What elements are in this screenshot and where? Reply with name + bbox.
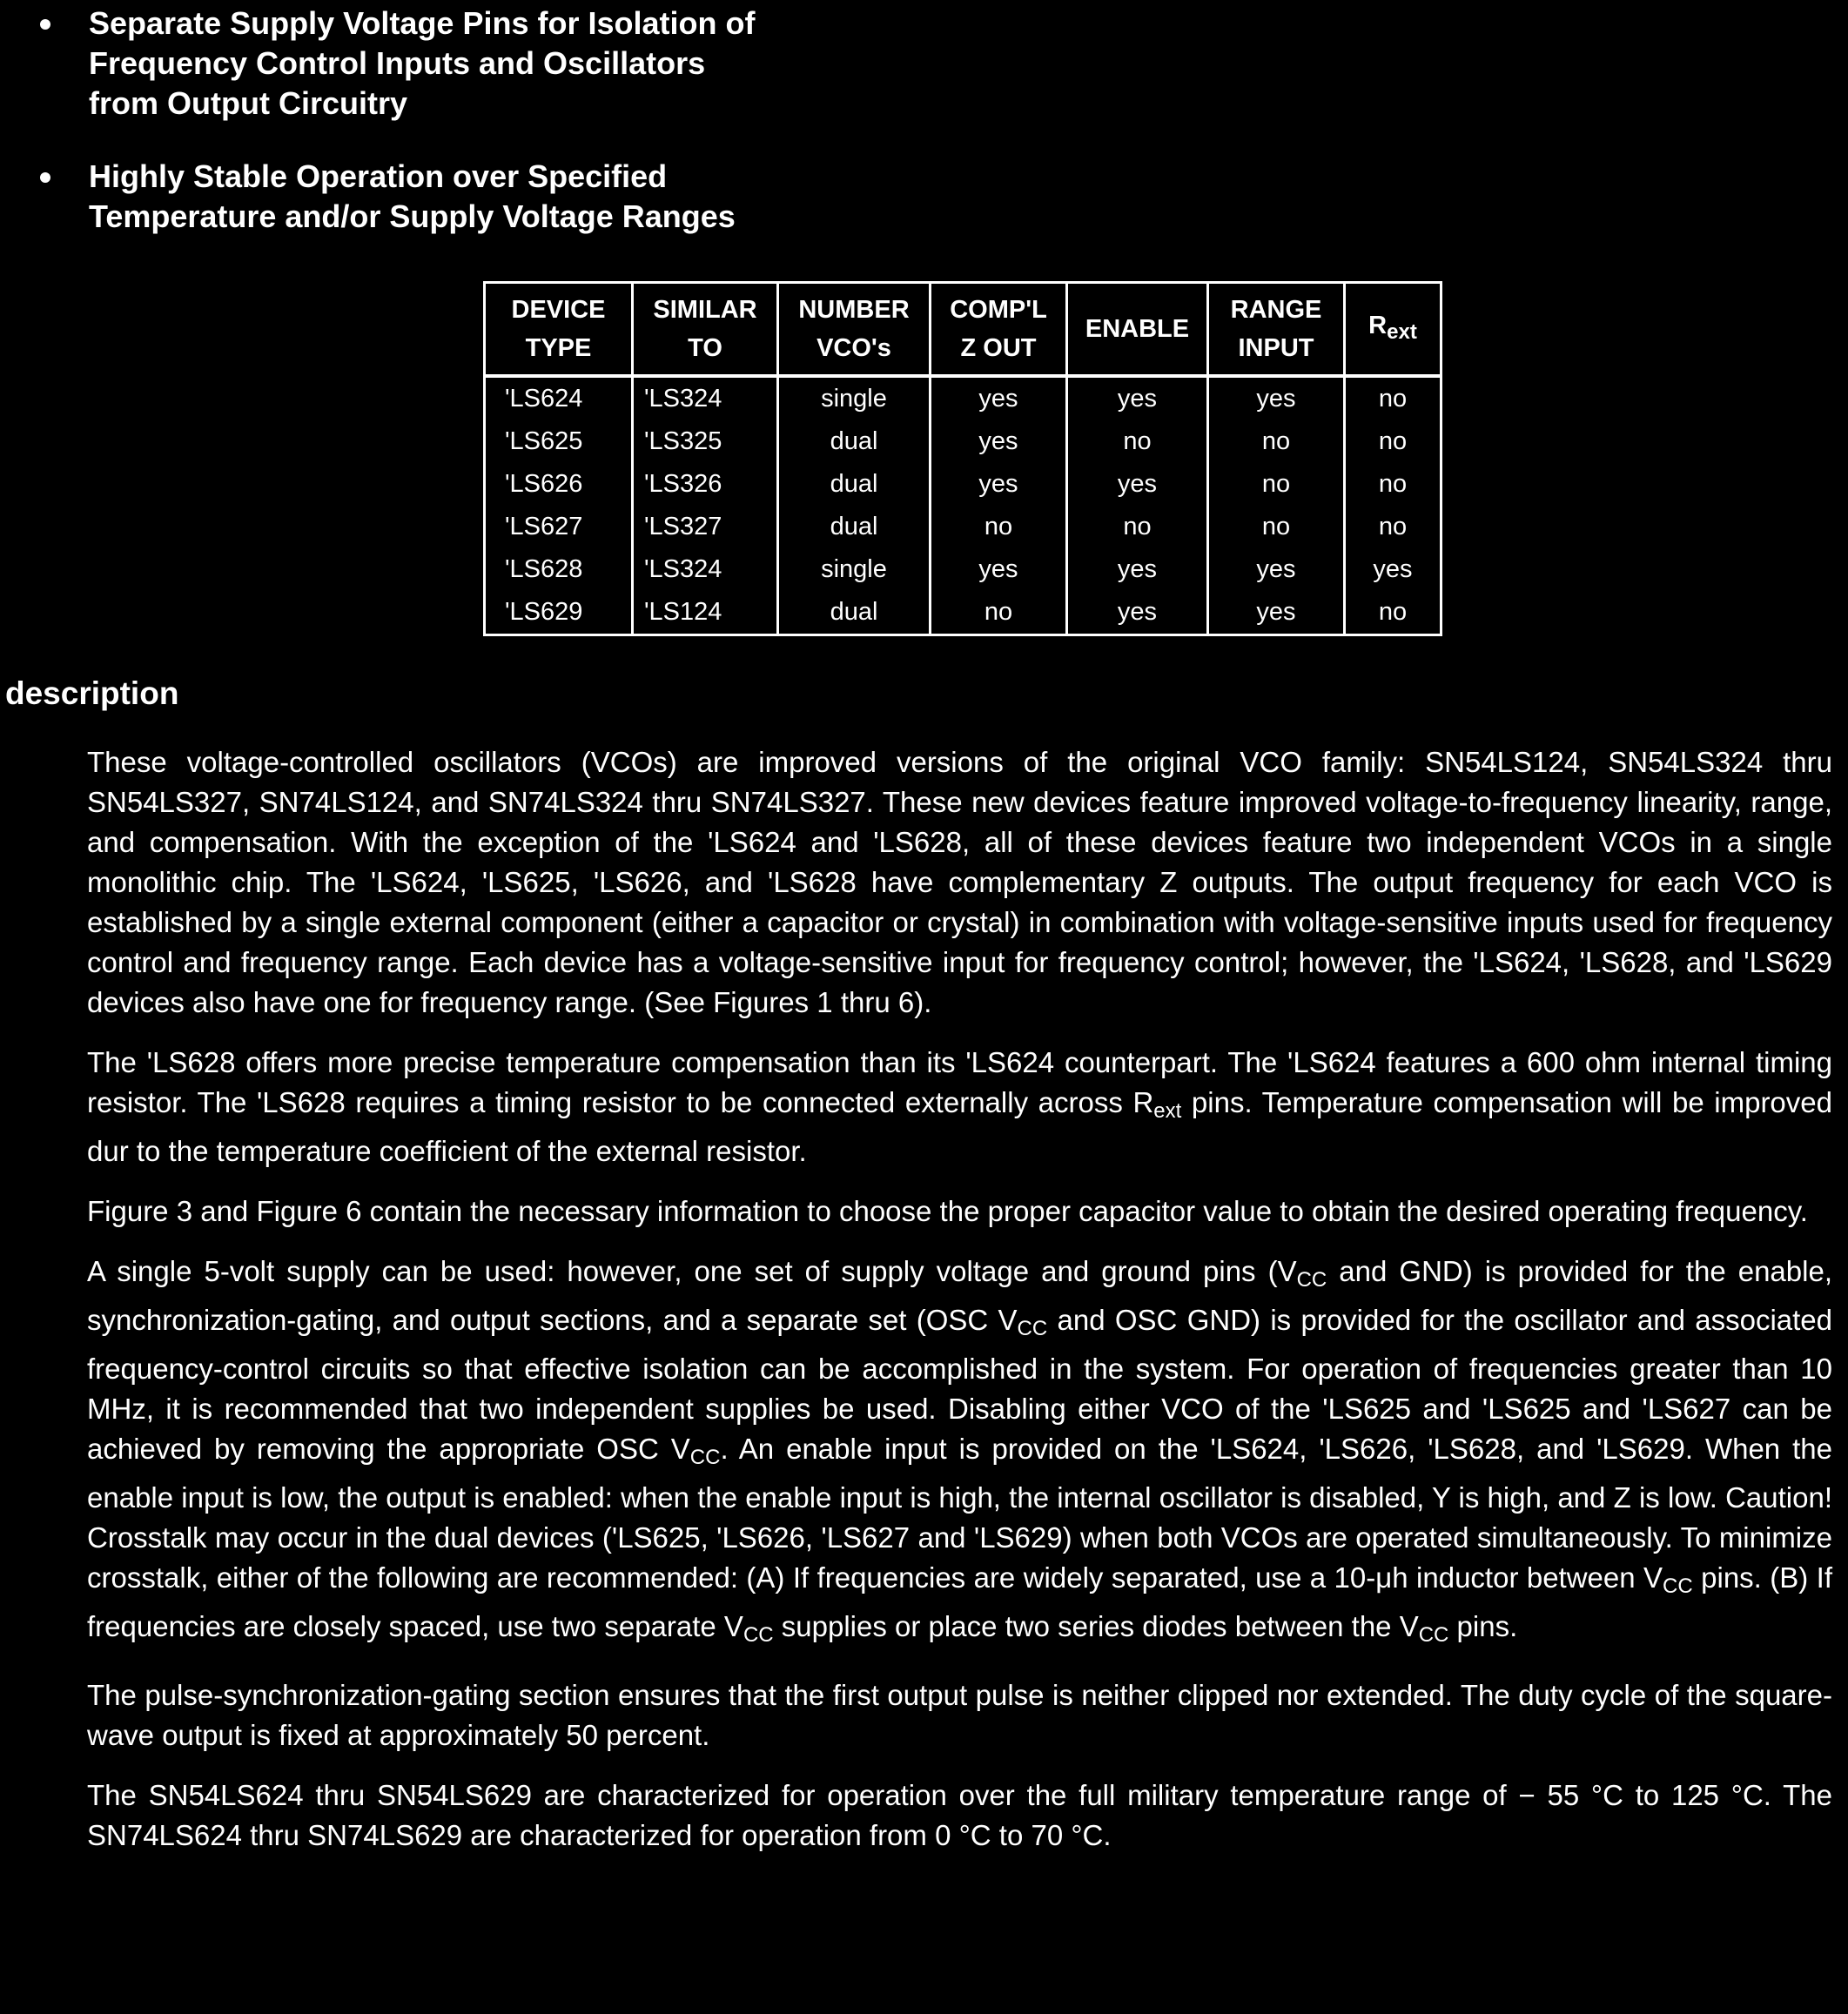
table-row: [485, 376, 1441, 420]
table-header-row: [485, 283, 1441, 377]
description-paragraph: [87, 1776, 1832, 1856]
enable-cell: yes: [1067, 591, 1208, 635]
device-type-cell: 'LS627: [485, 506, 633, 548]
paragraph-text: The pulse-synchronization-gating section ensures that the first output pulse is neither clipped nor extended. The duty cycle of the square-wave output is fixed at approximately 50 percent.: [87, 1679, 1832, 1751]
header-range-input: RANGE INPUT: [1208, 283, 1345, 377]
subscript: CC: [1418, 1623, 1449, 1647]
rext-cell: no: [1345, 506, 1441, 548]
paragraph-text: The 'LS628 offers more precise temperature compensation than its 'LS624 counterpart. The 'LS624 features a 600 ohm internal timing resistor. The 'LS628 requires a timing resistor to be connected externally across R: [87, 1046, 1832, 1118]
header-number-vcos: NUMBER VCO's: [778, 283, 931, 377]
similar-to-cell: 'LS326: [633, 463, 778, 506]
enable-cell: no: [1067, 420, 1208, 463]
subscript: CC: [1296, 1268, 1327, 1292]
paragraph-text: These voltage-controlled oscillators (VCOs) are improved versions of the original VCO family: SN54LS124, SN54LS324 thru SN54LS327, SN74LS124, and SN74LS324 thru SN74LS327. These new devices feature improved voltage-to-frequency linearity, range, and compensation. With the exception of the 'LS624 and 'LS628, all of these devices feature two independent VCOs in a single monolithic chip. The 'LS624, 'LS625, 'LS626, and 'LS628 have complementary Z outputs. The output frequency for each VCO is established by a single external component (either a capacitor or crystal) in combination with voltage-sensitive inputs used for frequency control and frequency range. Each device has a voltage-sensitive input for frequency control; however, the 'LS624, 'LS628, and 'LS629 devices also have one for frequency range. (See Figures 1 thru 6).: [87, 746, 1832, 1018]
bullet-dot-icon: [40, 19, 50, 30]
paragraph-text: and OSC GND) is provided for the oscillator and associated frequency-control circuits so that effective isolation can be accomplished in the system. For operation of frequencies greater than 10 MHz, it is recommended that two independent supplies be used. Disabling either VCO of the 'LS625 and 'LS625 and 'LS627 can be achieved by removing the appropriate OSC V: [87, 1304, 1832, 1465]
device-type-cell: 'LS629: [485, 591, 633, 635]
similar-to-cell: 'LS324: [633, 548, 778, 591]
rext-cell: no: [1345, 376, 1441, 420]
table-row: [485, 506, 1441, 548]
paragraph-text: . An enable input is provided on the 'LS624, 'LS626, 'LS628, and 'LS629. When the enable input is low, the output is enabled: when the enable input is high, the internal oscillator is disabled, Y is high, and Z is low. Caution! Crosstalk may occur in the dual devices ('LS625, 'LS626, 'LS627 and 'LS629) when both VCOs are operated simultaneously. To minimize crosstalk, either of the following are recommended: (A) If frequencies are widely separated, use a 10-μh inductor between V: [87, 1433, 1832, 1594]
table-row: [485, 591, 1441, 635]
similar-to-cell: 'LS327: [633, 506, 778, 548]
enable-cell: yes: [1067, 548, 1208, 591]
header-compl-z-out: COMP'L Z OUT: [931, 283, 1067, 377]
paragraph-text: supplies or place two series diodes between the V: [773, 1610, 1419, 1642]
description-paragraph: [87, 1252, 1832, 1655]
range-input-cell: no: [1208, 463, 1345, 506]
paragraph-text: Figure 3 and Figure 6 contain the necessary information to choose the proper capacitor value to obtain the desired operating frequency.: [87, 1195, 1808, 1227]
range-input-cell: yes: [1208, 548, 1345, 591]
rext-cell: yes: [1345, 548, 1441, 591]
paragraph-text: pins.: [1448, 1610, 1518, 1642]
subscript: ext: [1153, 1099, 1182, 1123]
feature-bullet: [35, 157, 905, 237]
paragraph-text: The SN54LS624 thru SN54LS629 are characterized for operation over the full military temperature range of − 55 °C to 125 °C. The SN74LS624 thru SN74LS629 are characterized for operation from 0 °C to 70 °C.: [87, 1779, 1832, 1851]
section-heading-description: description: [5, 675, 179, 711]
number-vcos-cell: single: [778, 548, 931, 591]
range-input-cell: no: [1208, 420, 1345, 463]
table-body: [485, 376, 1441, 635]
device-type-cell: 'LS625: [485, 420, 633, 463]
header-rext: $R_{ext}$: [1345, 283, 1441, 377]
similar-to-cell: 'LS324: [633, 376, 778, 420]
device-type-cell: 'LS626: [485, 463, 633, 506]
number-vcos-cell: dual: [778, 463, 931, 506]
device-comparison-table: [483, 281, 1442, 636]
table-row: [485, 420, 1441, 463]
bullet-dot-icon: [40, 172, 50, 183]
enable-cell: yes: [1067, 376, 1208, 420]
table-row: [485, 463, 1441, 506]
description-paragraph: [87, 1675, 1832, 1756]
rext-cell: no: [1345, 420, 1441, 463]
header-device-type: DEVICE TYPE: [485, 283, 633, 377]
device-type-cell: 'LS624: [485, 376, 633, 420]
description-paragraph: [87, 1043, 1832, 1171]
number-vcos-cell: dual: [778, 591, 931, 635]
feature-bullet-list: [35, 3, 905, 270]
subscript: CC: [689, 1446, 721, 1469]
description-body: [87, 742, 1832, 1876]
rext-cell: no: [1345, 463, 1441, 506]
feature-bullet-text: Separate Supply Voltage Pins for Isolation of Frequency Control Inputs and Oscillators from Output Circuitry: [89, 5, 756, 121]
number-vcos-cell: single: [778, 376, 931, 420]
compl-z-out-cell: no: [931, 506, 1067, 548]
enable-cell: no: [1067, 506, 1208, 548]
similar-to-cell: 'LS325: [633, 420, 778, 463]
description-paragraph: [87, 1192, 1832, 1232]
feature-bullet: [35, 3, 905, 124]
device-type-cell: 'LS628: [485, 548, 633, 591]
range-input-cell: yes: [1208, 591, 1345, 635]
paragraph-text: and GND) is provided for the enable, synchronization-gating, and output sections, and a separate set (OSC V: [87, 1255, 1832, 1336]
enable-cell: yes: [1067, 463, 1208, 506]
compl-z-out-cell: yes: [931, 548, 1067, 591]
paragraph-text: A single 5-volt supply can be used: however, one set of supply voltage and ground pins (V: [87, 1255, 1297, 1287]
header-enable: ENABLE: [1067, 283, 1208, 377]
number-vcos-cell: dual: [778, 420, 931, 463]
compl-z-out-cell: yes: [931, 463, 1067, 506]
subscript: CC: [1663, 1574, 1693, 1598]
header-similar-to: SIMILAR TO: [633, 283, 778, 377]
paragraph-text: pins. (B) If frequencies are closely spaced, use two separate V: [87, 1561, 1832, 1642]
feature-bullet-text: Highly Stable Operation over Specified Temperature and/or Supply Voltage Ranges: [89, 158, 736, 234]
description-paragraph: [87, 742, 1832, 1023]
table-row: [485, 548, 1441, 591]
subscript: CC: [1017, 1317, 1048, 1340]
rext-cell: no: [1345, 591, 1441, 635]
number-vcos-cell: dual: [778, 506, 931, 548]
range-input-cell: no: [1208, 506, 1345, 548]
compl-z-out-cell: no: [931, 591, 1067, 635]
compl-z-out-cell: yes: [931, 420, 1067, 463]
subscript: CC: [743, 1623, 774, 1647]
range-input-cell: yes: [1208, 376, 1345, 420]
paragraph-text: pins. Temperature compensation will be improved dur to the temperature coefficient of the external resistor.: [87, 1086, 1832, 1167]
compl-z-out-cell: yes: [931, 376, 1067, 420]
similar-to-cell: 'LS124: [633, 591, 778, 635]
